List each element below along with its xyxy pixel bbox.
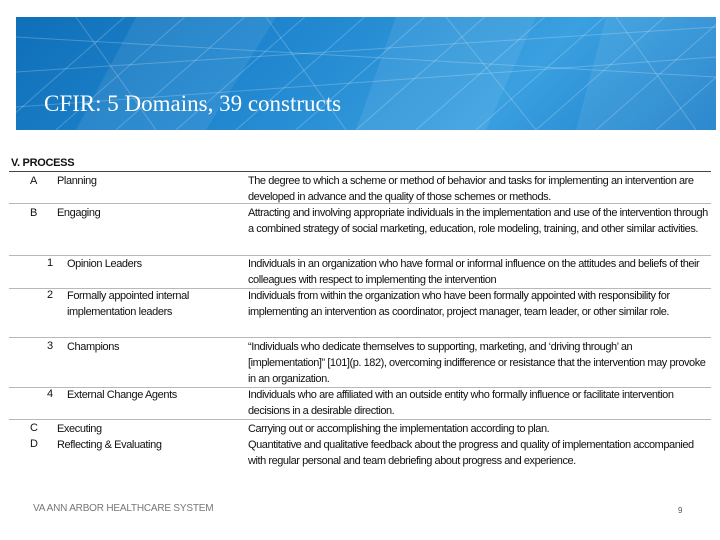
row-label: 2 <box>47 289 54 301</box>
table-row <box>9 437 711 469</box>
construct-name: Planning <box>57 175 97 187</box>
construct-description: Attracting and involving appropriate individuals in the implementation and use of the intervention through a combined strategy of social marketing, education, role modeling, training, and other similar activities. <box>248 207 708 235</box>
table-row <box>9 421 711 437</box>
construct-name: Reflecting & Evaluating <box>57 439 162 451</box>
table-row <box>9 256 711 289</box>
page-number: 9 <box>678 506 683 515</box>
table-row <box>9 339 711 388</box>
construct-name: Champions <box>67 341 120 353</box>
construct-description: Individuals in an organization who have formal or informal influence on the attitudes and beliefs of their colleagues with respect to implementing the intervention <box>248 258 700 286</box>
row-label: 1 <box>47 257 54 269</box>
table-row <box>9 172 711 204</box>
construct-description: The degree to which a scheme or method of behavior and tasks for implementing an intervention are developed in advance and the quality of those schemes or methods. <box>248 175 694 203</box>
table-row <box>9 204 711 256</box>
construct-name: Engaging <box>57 207 101 219</box>
slide-title: CFIR: 5 Domains, 39 constructs <box>44 91 342 116</box>
row-label: B <box>30 207 38 219</box>
construct-name: Executing <box>57 423 102 435</box>
title-banner <box>16 17 716 130</box>
row-label: D <box>30 438 38 450</box>
construct-name: External Change Agents <box>67 389 177 401</box>
row-label: 4 <box>47 388 54 400</box>
construct-name: Opinion Leaders <box>67 258 142 270</box>
table-row <box>9 387 711 420</box>
row-label: C <box>30 422 38 434</box>
construct-description: Individuals who are affiliated with an outside entity who formally influence or facilitate intervention decisions in a desirable direction. <box>248 389 674 417</box>
construct-description: Quantitative and qualitative feedback about the progress and quality of implementation accompanied with regular personal and team debriefing about progress and experience. <box>248 439 694 467</box>
section-title: V. PROCESS <box>11 157 75 169</box>
table-row <box>9 289 711 338</box>
row-label: A <box>30 175 38 187</box>
row-label: 3 <box>47 340 54 352</box>
construct-name: Formally appointed internal implementation leaders <box>67 290 189 318</box>
construct-description: “Individuals who dedicate themselves to supporting, marketing, and ‘driving through’ an [implementation]” [101](p. 182), overcoming indifference or resistance that the intervention may provoke in an organization. <box>248 341 706 385</box>
construct-description: Individuals from within the organization who have been formally appointed with responsibility for implementing an intervention as coordinator, project manager, team leader, or other similar role. <box>248 290 670 318</box>
footer-org-name: VA ANN ARBOR HEALTHCARE SYSTEM <box>33 503 214 514</box>
construct-description: Carrying out or accomplishing the implementation according to plan. <box>248 423 550 435</box>
